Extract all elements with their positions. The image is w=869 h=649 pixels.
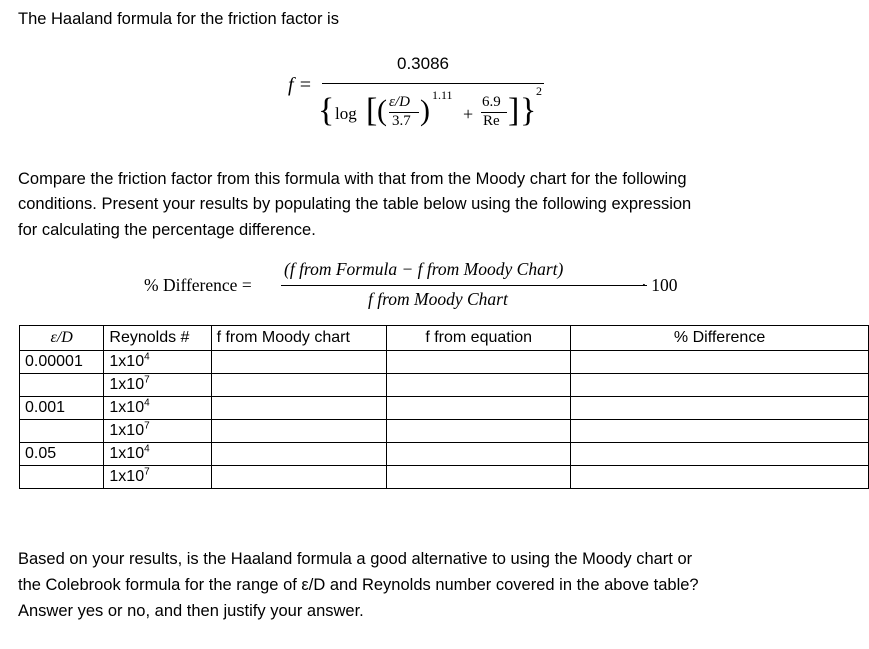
cell-eps-d: 0.001: [20, 397, 104, 420]
percent-difference-formula: [140, 258, 700, 314]
percent-denominator: f from Moody Chart: [368, 289, 508, 309]
eps-over-d: ε/D: [389, 94, 410, 110]
percent-lhs: % Difference =: [144, 275, 252, 295]
formula-lhs: f =: [288, 74, 313, 96]
cell-f-equation[interactable]: [387, 466, 571, 489]
fraction-bar: [322, 83, 544, 84]
percent-fraction-bar: [281, 285, 647, 286]
header-f-moody: f from Moody chart: [211, 326, 387, 351]
table-row: [20, 397, 869, 420]
cell-percent-difference[interactable]: [571, 374, 869, 397]
reynolds-exponent: 7: [144, 466, 150, 478]
question-line-1: Based on your results, is the Haaland formula a good alternative to using the Moody chart or: [18, 550, 693, 568]
results-table: [19, 325, 869, 489]
cell-reynolds: [104, 397, 211, 420]
cell-f-moody[interactable]: [211, 443, 387, 466]
cell-f-equation[interactable]: [387, 351, 571, 374]
table-row: [20, 443, 869, 466]
table-row: [20, 351, 869, 374]
cell-percent-difference[interactable]: [571, 443, 869, 466]
left-bracket: [: [366, 92, 378, 129]
right-paren: ): [420, 94, 430, 127]
cell-eps-d: [20, 466, 104, 489]
cell-percent-difference[interactable]: [571, 397, 869, 420]
percent-numerator: (f from Formula − f from Moody Chart): [284, 259, 564, 279]
intro-text: The Haaland formula for the friction factor is: [18, 10, 339, 28]
header-eps-d: ε/D: [20, 326, 104, 351]
compare-line-2: conditions. Present your results by populating the table below using the following expression: [18, 195, 692, 213]
reynolds-base: 1x10: [109, 422, 145, 439]
header-percent-difference: % Difference: [571, 326, 869, 351]
cell-f-moody[interactable]: [211, 420, 387, 443]
plus-sign: +: [463, 104, 474, 124]
right-brace: }: [520, 92, 537, 129]
cell-eps-d: 0.00001: [20, 351, 104, 374]
cell-eps-d: 0.05: [20, 443, 104, 466]
inner-exponent: 1.11: [432, 88, 453, 102]
cell-reynolds: [104, 351, 211, 374]
left-paren: (: [377, 94, 387, 127]
reynolds-base: 1x10: [109, 353, 145, 370]
reynolds-exponent: 4: [144, 351, 150, 363]
reynolds-exponent: 4: [144, 397, 150, 409]
cell-reynolds: [104, 374, 211, 397]
cell-f-equation[interactable]: [387, 397, 571, 420]
cell-f-equation[interactable]: [387, 443, 571, 466]
cell-percent-difference[interactable]: [571, 420, 869, 443]
right-bracket: ]: [508, 92, 520, 129]
table-row: [20, 466, 869, 489]
compare-line-1: Compare the friction factor from this formula with that from the Moody chart for the following: [18, 170, 687, 188]
formula-numerator: 0.3086: [397, 54, 449, 73]
cell-eps-d: [20, 420, 104, 443]
outer-exponent: 2: [536, 84, 542, 98]
cell-percent-difference[interactable]: [571, 466, 869, 489]
left-brace: {: [318, 92, 335, 129]
reynolds-base: 1x10: [109, 399, 145, 416]
cell-f-moody[interactable]: [211, 466, 387, 489]
question-line-3: Answer yes or no, and then justify your answer.: [18, 602, 364, 620]
cell-f-moody[interactable]: [211, 351, 387, 374]
reynolds-exponent: 4: [144, 443, 150, 455]
reynolds-base: 1x10: [109, 445, 145, 462]
cell-f-moody[interactable]: [211, 397, 387, 420]
log-label: log: [335, 104, 357, 123]
question-line-2: the Colebrook formula for the range of ε/D and Reynolds number covered in the above table?: [18, 576, 699, 594]
percent-multiplier: · 100: [641, 275, 678, 295]
cell-eps-d: [20, 374, 104, 397]
cell-f-equation[interactable]: [387, 374, 571, 397]
cell-reynolds: [104, 443, 211, 466]
cell-percent-difference[interactable]: [571, 351, 869, 374]
reynolds-exponent: 7: [144, 420, 150, 432]
compare-line-3: for calculating the percentage difference.: [18, 221, 316, 239]
divisor-3-7: 3.7: [392, 113, 411, 129]
cell-reynolds: [104, 420, 211, 443]
header-f-equation: f from equation: [387, 326, 571, 351]
reynolds-base: 1x10: [109, 468, 145, 485]
table-row: [20, 374, 869, 397]
table-row: [20, 420, 869, 443]
six-point-nine: 6.9: [482, 94, 501, 110]
haaland-formula: [280, 52, 570, 142]
reynolds-symbol: Re: [483, 113, 500, 129]
cell-f-equation[interactable]: [387, 420, 571, 443]
cell-f-moody[interactable]: [211, 374, 387, 397]
reynolds-base: 1x10: [109, 376, 145, 393]
reynolds-exponent: 7: [144, 374, 150, 386]
table-header-row: [20, 326, 869, 351]
header-reynolds: Reynolds #: [104, 326, 211, 351]
cell-reynolds: [104, 466, 211, 489]
